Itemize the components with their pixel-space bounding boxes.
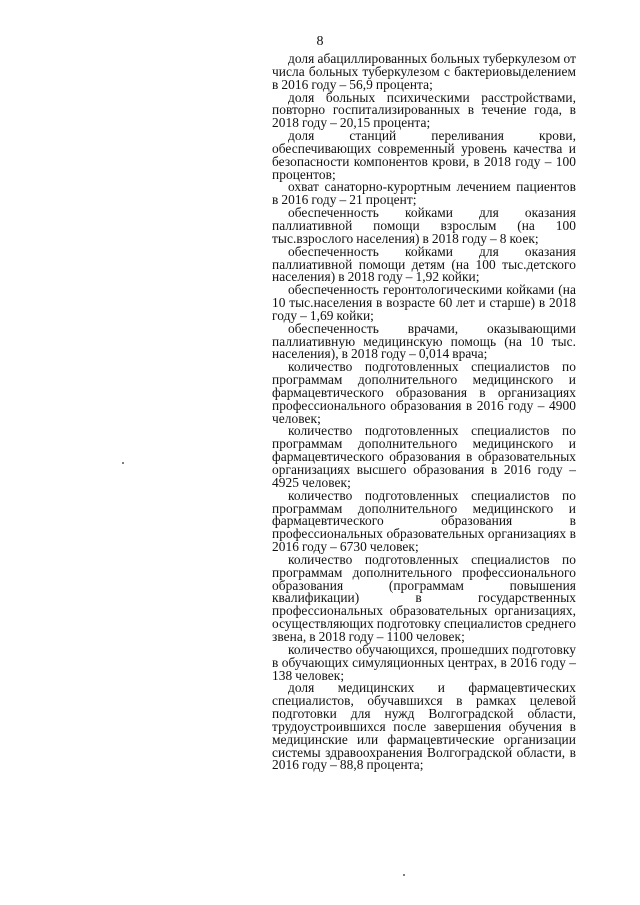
- paragraph-palliative-doctors: обеспеченность врачами, оказывающими паллиативную медицинскую помощь (на 10 тыс. населения), в 2018 году – 0,014 врача;: [272, 320, 576, 362]
- paragraph-sanatorium-coverage: охват санаторно-курортным лечением пациентов в 2016 году – 21 процент;: [272, 179, 576, 208]
- scan-speck: [122, 462, 124, 464]
- paragraph-gerontology-beds: обеспеченность геронтологическими койками (на 10 тыс.населения в возрасте 60 лет и старше) в 2018 году – 1,69 койки;: [272, 282, 576, 323]
- paragraph-blood-stations: доля станций переливания крови, обеспечивающих современный уровень качества и безопасности компонентов крови, в 2018 году – 100 процентов;: [272, 128, 576, 182]
- paragraph-abacillary-tb: доля абациллированных больных туберкулезом от числа больных туберкулезом с бактериовыделением в 2016 году – 56,9 процента;: [272, 51, 576, 92]
- page-number: 8: [316, 34, 324, 49]
- document-body: [272, 53, 576, 772]
- paragraph-palliative-beds-adults: обеспеченность койками для оказания паллиативной помощи взрослым (на 100 тыс.взрослого населения) в 2018 году – 8 коек;: [272, 205, 576, 246]
- paragraph-specialists-professional-orgs: количество подготовленных специалистов по программам дополнительного медицинского и фармацевтического образования в организациях профессионального образования в 2016 году – 4900 человек;: [272, 359, 576, 426]
- paragraph-psychiatric-rehospitalization: доля больных психическими расстройствами, повторно госпитализированных в течение года, в 2018 году – 20,15 процента;: [272, 89, 576, 131]
- paragraph-specialists-qualification: количество подготовленных специалистов по программам дополнительного профессионального образования (программам повышения квалификации) в государственных профессиональных образовательных организациях, осуществляющих подготовку специалистов среднего звена, в 2018 году – 1100 человек;: [272, 551, 577, 644]
- paragraph-simulation-centers: количество обучающихся, прошедших подготовку в обучающих симуляционных центрах, в 2016 году – 138 человек;: [272, 641, 576, 683]
- paragraph-specialists-higher-education: количество подготовленных специалистов по программам дополнительного медицинского и фармацевтического образования в образовательных организациях высшего образования в 2016 году – 4925 человек;: [272, 423, 576, 490]
- paragraph-palliative-beds-children: обеспеченность койками для оказания паллиативной помощи детям (на 100 тыс.детского населения) в 2018 году – 1,92 койки;: [272, 243, 576, 285]
- paragraph-specialists-vocational-orgs: количество подготовленных специалистов по программам дополнительного медицинского и фармацевтического образования в профессиональных образовательных организациях в 2016 году – 6730 человек;: [272, 487, 576, 555]
- scan-speck: [403, 874, 405, 876]
- paragraph-targeted-training-employment: доля медицинских и фармацевтических специалистов, обучавшихся в рамках целевой подготовки для нужд Волгоградской области, трудоустроившихся после завершения обучения в медицинские или фармацевтические организации системы здравоохранения Волгоградской области, в 2016 году – 88,8 процента;: [272, 680, 576, 773]
